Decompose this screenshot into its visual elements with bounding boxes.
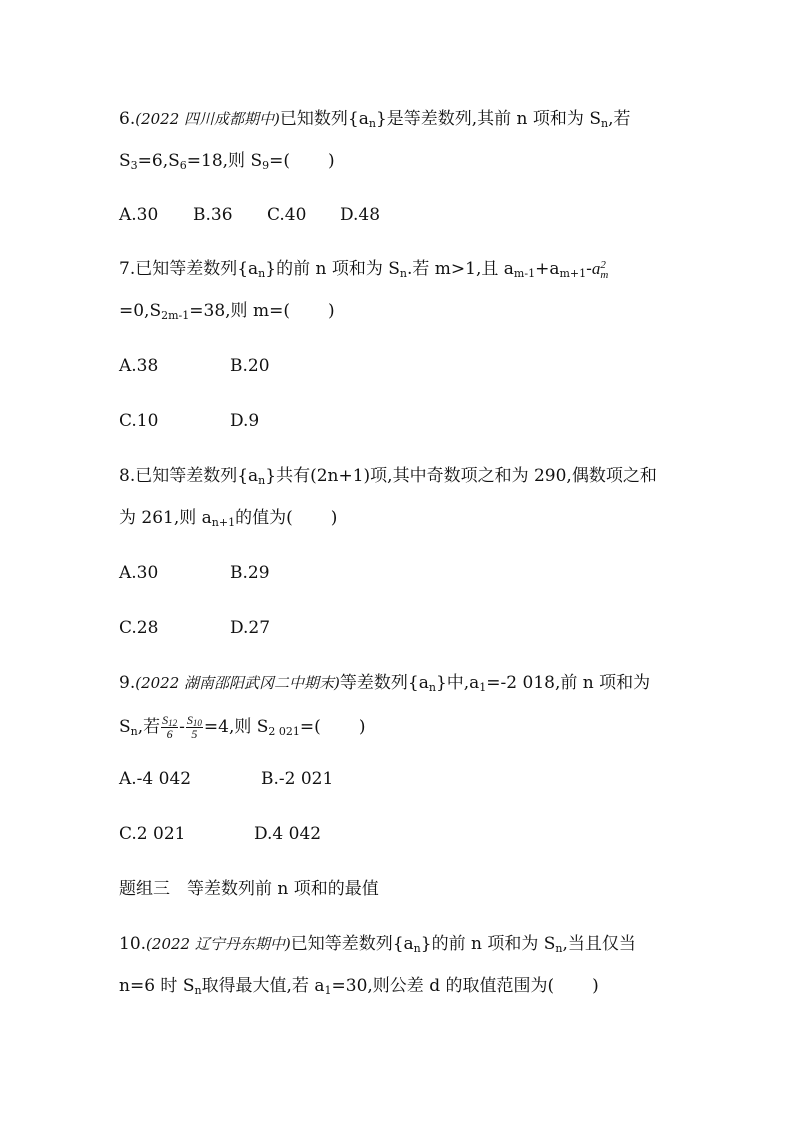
q9-option-d: D.4 042 <box>254 824 322 844</box>
q9-frac-s: S <box>162 713 169 727</box>
q10-text: n=6 时 S <box>119 976 195 996</box>
q7-option-c: C.10 <box>119 411 159 431</box>
q7-option-b: B.20 <box>230 356 270 376</box>
q9-option-c: C.2 021 <box>119 824 186 844</box>
q7-line-1 <box>119 258 608 280</box>
q10-text: }的前 n 项和为 S <box>420 934 556 954</box>
q9-sub: 1 <box>479 681 487 694</box>
q10-sub: n <box>413 942 421 955</box>
q8-sub: n+1 <box>211 516 236 529</box>
q7-text: - <box>586 259 592 279</box>
q7-math-a: a <box>591 259 601 278</box>
q9-number: 9. <box>119 673 136 693</box>
q10-sub: n <box>194 984 202 997</box>
q10-line-1 <box>119 933 636 955</box>
q9-text: =-2 018,前 n 项和为 <box>486 673 651 693</box>
q9-frac-sub: 12 <box>168 718 178 728</box>
q6-line-2 <box>119 150 335 172</box>
q10-sub: n <box>555 942 563 955</box>
q8-text: ) <box>330 508 338 528</box>
q10-text: ,当且仅当 <box>562 934 636 954</box>
q8-option-d: D.27 <box>230 618 271 638</box>
q10-line-2 <box>119 975 599 997</box>
q10-text: 已知等差数列{a <box>290 934 414 954</box>
q9-text: =4,则 S <box>203 717 269 737</box>
q6-sub: 9 <box>262 159 270 172</box>
q6-text: =18,则 S <box>186 151 263 171</box>
q9-minus: - <box>179 717 185 737</box>
q10-text: =30,则公差 d 的取值范围为( <box>331 976 555 996</box>
q9-sub: 2 021 <box>268 725 300 738</box>
q10-sub: 1 <box>324 984 332 997</box>
fraction-denominator: 5 <box>191 727 198 741</box>
q7-text: =38,则 m=( <box>189 301 290 321</box>
section-heading: 题组三 等差数列前 n 项和的最值 <box>119 879 379 899</box>
q6-sub: n <box>368 117 376 130</box>
q7-text: +a <box>535 259 560 279</box>
q6-sub: 6 <box>179 159 187 172</box>
q9-option-a: A.-4 042 <box>119 769 192 789</box>
q6-text: S <box>119 151 131 171</box>
q7-line-2 <box>119 300 335 322</box>
q6-option-c: C.40 <box>267 205 307 225</box>
q9-text: ,若 <box>137 717 161 737</box>
fraction-numerator <box>186 714 203 728</box>
q7-superscript: 2 <box>600 258 606 271</box>
q9-text: ) <box>358 717 366 737</box>
q6-text: ,若 <box>608 109 631 129</box>
q9-frac-s: S <box>186 713 193 727</box>
q8-sub: n <box>258 474 266 487</box>
q7-subscript: m <box>600 268 609 281</box>
q7-option-a: A.38 <box>119 356 159 376</box>
q6-number: 6. <box>119 109 136 129</box>
q9-text: S <box>119 717 131 737</box>
q6-source: (2022 四川成都期中) <box>135 110 280 128</box>
fraction-denominator: 6 <box>166 727 173 741</box>
q8-option-c: C.28 <box>119 618 159 638</box>
q8-text: 的值为( <box>235 508 293 528</box>
q6-sub: 3 <box>130 159 138 172</box>
q7-text: .若 m>1,且 a <box>406 259 514 279</box>
q8-option-b: B.29 <box>230 563 270 583</box>
q8-text: 8.已知等差数列{a <box>119 466 259 486</box>
q8-line-1 <box>119 465 657 487</box>
q6-option-b: B.36 <box>193 205 233 225</box>
q9-sub: n <box>428 681 436 694</box>
q9-source: (2022 湖南邵阳武冈二中期末) <box>135 674 340 692</box>
q8-text: }共有(2n+1)项,其中奇数项之和为 290,偶数项之和 <box>265 466 657 486</box>
fraction-s10-over-5 <box>186 714 203 741</box>
q8-line-2 <box>119 507 337 529</box>
q10-text: 取得最大值,若 a <box>201 976 325 996</box>
q6-text: }是等差数列,其前 n 项和为 S <box>375 109 601 129</box>
q9-line-2 <box>119 714 365 741</box>
q10-text: ) <box>592 976 599 996</box>
q7-text: 7.已知等差数列{a <box>119 259 259 279</box>
q9-option-b: B.-2 021 <box>261 769 334 789</box>
q7-option-d: D.9 <box>230 411 260 431</box>
q6-text: 已知数列{a <box>279 109 369 129</box>
q9-text: 等差数列{a <box>339 673 429 693</box>
q7-sub: m-1 <box>513 267 536 280</box>
q7-text: =0,S <box>119 301 162 321</box>
q6-line-1 <box>119 108 630 130</box>
q6-sub: n <box>600 117 609 130</box>
fraction-s12-over-6 <box>161 714 178 741</box>
q6-text: =( <box>269 151 291 171</box>
q7-math-scripts <box>600 260 608 280</box>
q9-frac-sub: 10 <box>192 718 202 728</box>
q6-text: ) <box>328 151 335 171</box>
q8-text: 为 261,则 a <box>119 508 212 528</box>
fraction-numerator <box>161 714 178 728</box>
q6-option-a: A.30 <box>119 205 159 225</box>
q9-sub: n <box>130 725 138 738</box>
q9-text: }中,a <box>435 673 480 693</box>
q10-source: (2022 辽宁丹东期中) <box>146 935 291 953</box>
q10-number: 10. <box>119 934 147 954</box>
q9-line-1 <box>119 672 650 694</box>
q7-text: }的前 n 项和为 S <box>265 259 400 279</box>
q7-text: ) <box>327 301 335 321</box>
q7-sub: n <box>258 267 266 280</box>
q7-sub: n <box>399 267 407 280</box>
q8-option-a: A.30 <box>119 563 159 583</box>
q9-text: =( <box>299 717 321 737</box>
q6-text: =6,S <box>137 151 180 171</box>
q7-sub: m+1 <box>559 267 587 280</box>
q7-sub: 2m-1 <box>161 309 190 322</box>
q6-option-d: D.48 <box>340 205 381 225</box>
